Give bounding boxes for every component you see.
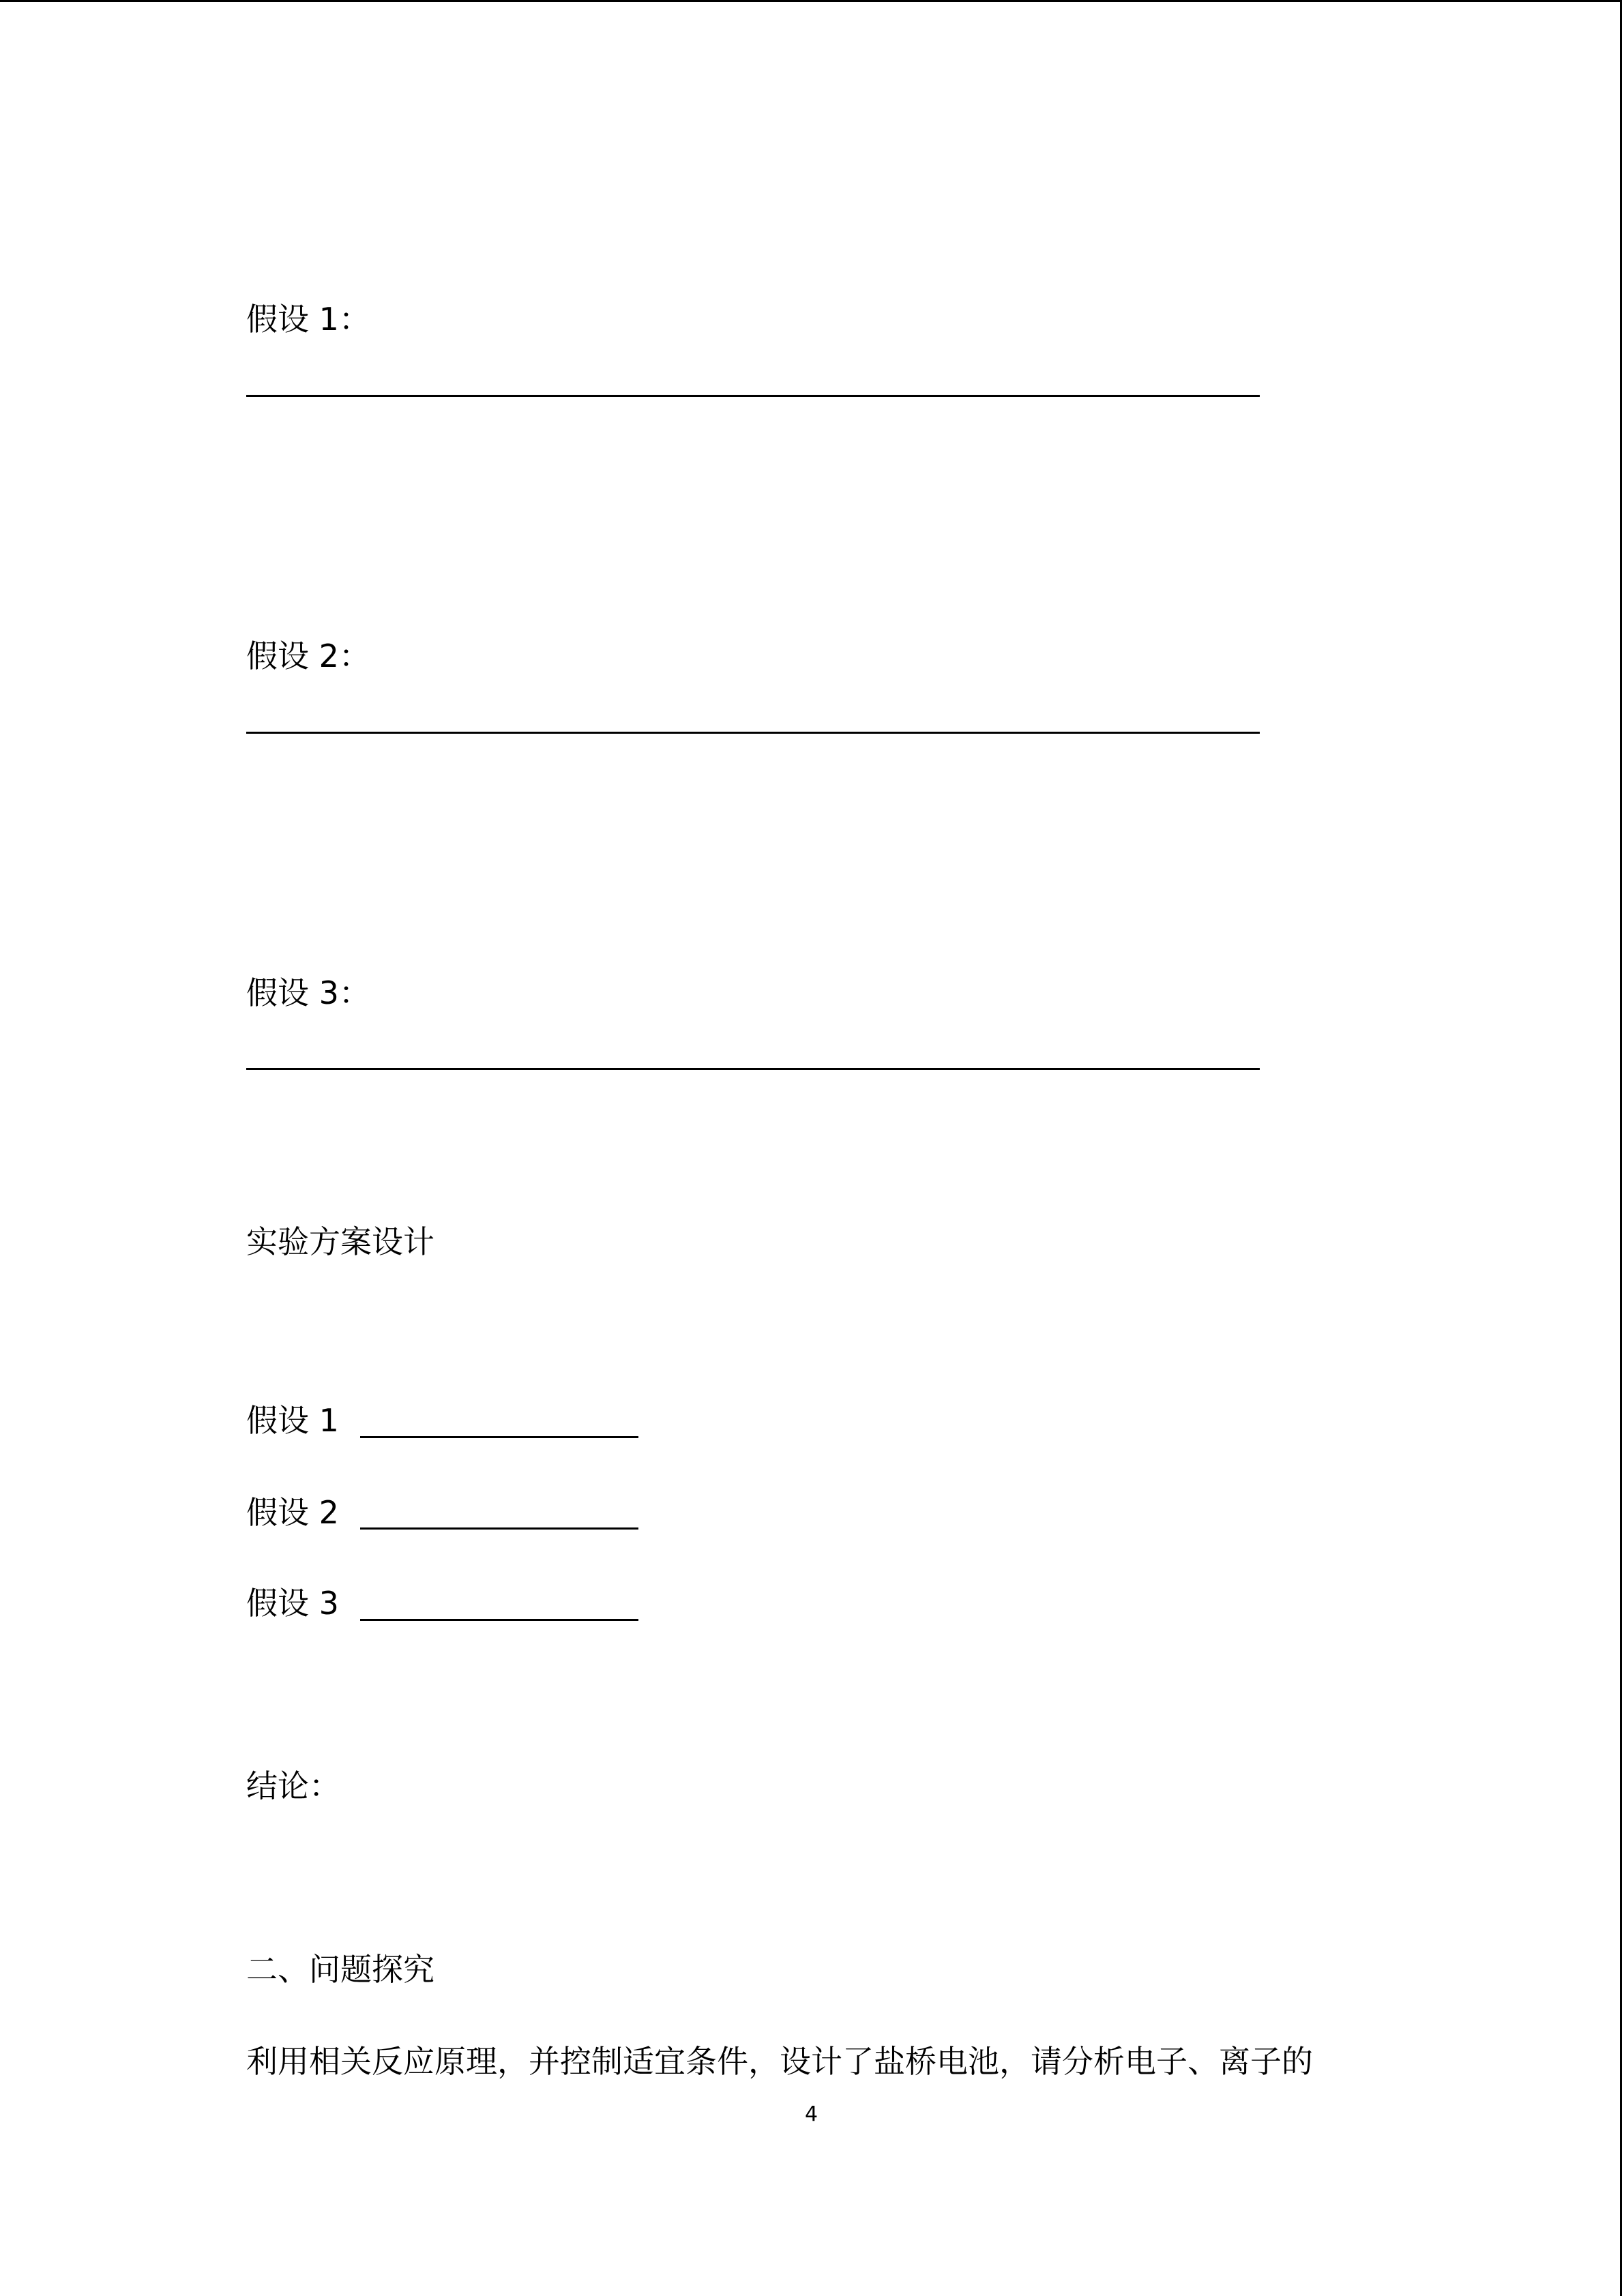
design-heading: 实验方案设计 [246, 1223, 434, 1260]
design-hypothesis-1-line[interactable] [360, 1436, 638, 1438]
hypothesis-2-answer-line[interactable] [246, 732, 1260, 734]
design-hypothesis-3-label: 假设 3 [246, 1585, 339, 1622]
design-hypothesis-3-line[interactable] [360, 1619, 638, 1621]
design-hypothesis-2-line[interactable] [360, 1527, 638, 1530]
conclusion-label: 结论： [246, 1768, 340, 1804]
hypothesis-2-label: 假设 2： [246, 638, 370, 674]
body-paragraph: 利用相关反应原理，并控制适宜条件，设计了盐桥电池，请分析电子、离子的 [246, 2043, 1313, 2080]
design-hypothesis-2-label: 假设 2 [246, 1494, 339, 1531]
hypothesis-1-answer-line[interactable] [246, 395, 1260, 397]
hypothesis-1-label: 假设 1： [246, 301, 370, 338]
hypothesis-3-answer-line[interactable] [246, 1068, 1260, 1070]
page-number: 4 [805, 2102, 818, 2126]
section-title: 二、问题探究 [246, 1951, 434, 1988]
hypothesis-3-label: 假设 3： [246, 974, 370, 1011]
design-hypothesis-1-label: 假设 1 [246, 1402, 339, 1439]
